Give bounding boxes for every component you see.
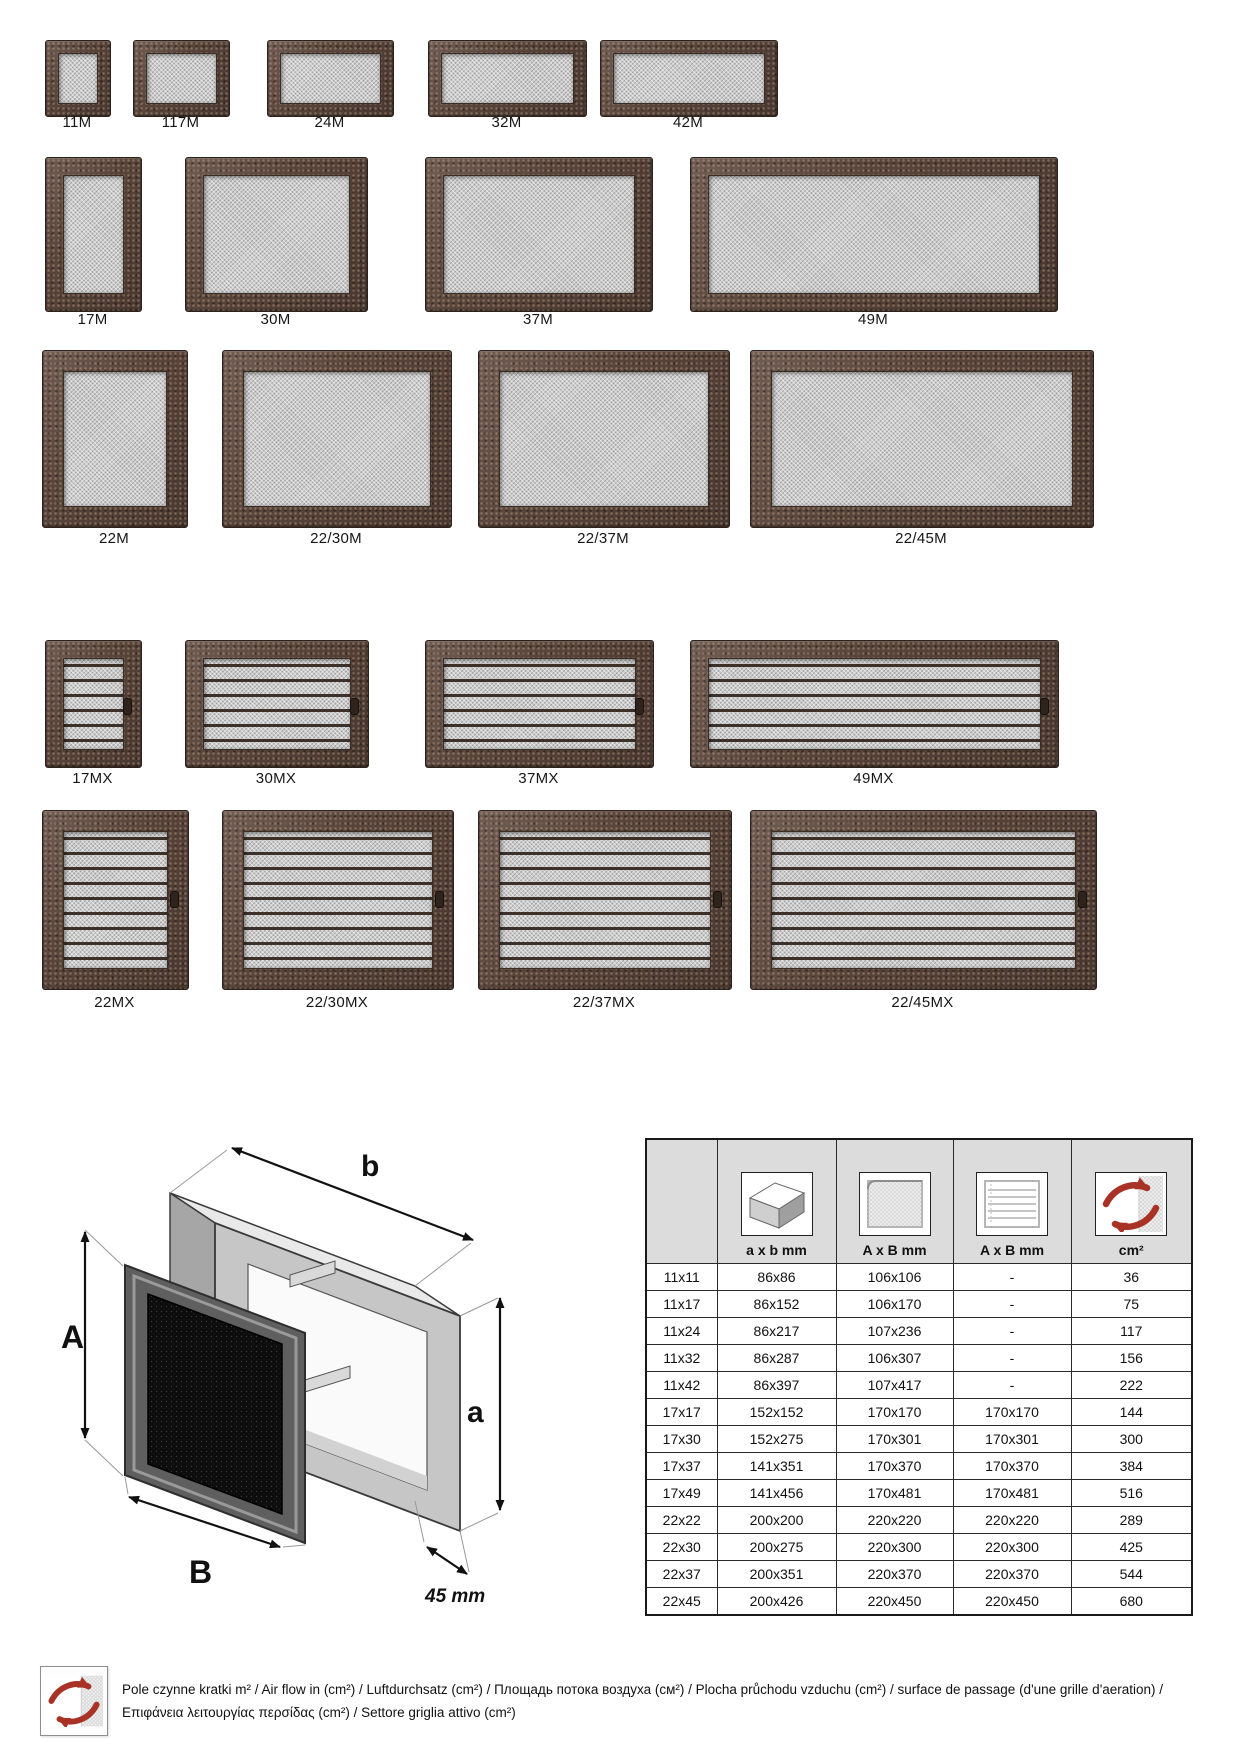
grille-37m	[425, 157, 653, 312]
grille-label-49m: 49M	[857, 311, 889, 328]
grille-11m	[45, 40, 111, 117]
louver-screen	[63, 658, 124, 750]
grille-22mx	[42, 810, 189, 990]
mesh-screen	[243, 371, 431, 507]
duct-3d-icon	[741, 1172, 813, 1236]
cell: 22x37	[646, 1561, 717, 1588]
grille-label-22-30m: 22/30M	[310, 530, 362, 547]
mesh-screen	[58, 53, 98, 104]
cell: 220x220	[953, 1507, 1071, 1534]
grille-24m	[267, 40, 394, 117]
cell: 200x200	[717, 1507, 836, 1534]
cell: 11x24	[646, 1318, 717, 1345]
cell: 17x30	[646, 1426, 717, 1453]
grille-32m	[428, 40, 587, 117]
cell: 680	[1071, 1588, 1192, 1616]
legend-line-2: Επιφάνεια λειτουργίας περσίδας (cm²) / Settore griglia attivo (cm²)	[122, 1705, 516, 1720]
dim-arrow-depth	[427, 1547, 467, 1574]
grille-22-37mx	[478, 810, 732, 990]
louver-handle	[713, 891, 722, 908]
cell: 86x152	[717, 1291, 836, 1318]
table-row	[646, 1507, 1192, 1534]
louver-screen	[708, 658, 1041, 750]
table-row	[646, 1561, 1192, 1588]
spec-header-label: A x B mm	[862, 1242, 927, 1258]
table-row	[646, 1345, 1192, 1372]
cell: 141x351	[717, 1453, 836, 1480]
mesh-screen	[63, 371, 167, 507]
table-row	[646, 1480, 1192, 1507]
spec-header-louver	[953, 1139, 1071, 1264]
grille-label-30mx: 30MX	[255, 770, 297, 787]
cell: 86x397	[717, 1372, 836, 1399]
grille-label-22-37m: 22/37M	[577, 530, 629, 547]
cell: 17x17	[646, 1399, 717, 1426]
dim-label-b: b	[361, 1150, 380, 1183]
cell: -	[953, 1264, 1071, 1291]
cell: 425	[1071, 1534, 1192, 1561]
table-row	[646, 1291, 1192, 1318]
cell: 17x37	[646, 1453, 717, 1480]
grille-label-117m: 117M	[161, 114, 200, 131]
mesh-screen	[443, 175, 635, 294]
spec-header-label: a x b mm	[746, 1242, 807, 1258]
grille-label-49mx: 49MX	[853, 770, 894, 787]
cell: 141x456	[717, 1480, 836, 1507]
spec-table	[645, 1138, 1193, 1616]
legend-line-1: Pole czynne kratki m² / Air flow in (cm²) / Luftdurchsatz (cm²) / Площадь потока воздуха (см²) / Plocha průchodu vzduchu (cm²) / surface de passage (d'une grille d'aeration) /	[122, 1682, 1164, 1697]
spec-header-area	[1071, 1139, 1192, 1264]
grille-17mx	[45, 640, 142, 768]
louver-handle	[435, 891, 444, 908]
louver-handle	[635, 698, 644, 715]
grille-label-22mx: 22MX	[94, 994, 135, 1011]
louver-handle	[350, 698, 359, 715]
table-row	[646, 1588, 1192, 1616]
cell: 156	[1071, 1345, 1192, 1372]
cell: -	[953, 1318, 1071, 1345]
cell: 117	[1071, 1318, 1192, 1345]
grille-22-37m	[478, 350, 730, 528]
mesh-screen	[280, 53, 381, 104]
cell: 516	[1071, 1480, 1192, 1507]
spec-header-duct	[717, 1139, 836, 1264]
grille-label-17mx: 17MX	[72, 770, 113, 787]
mesh-grille-icon	[859, 1172, 931, 1236]
spec-header-label: cm²	[1118, 1242, 1144, 1258]
cell: 200x275	[717, 1534, 836, 1561]
cell: 106x170	[836, 1291, 953, 1318]
louvered-grille-icon	[976, 1172, 1048, 1236]
table-row	[646, 1372, 1192, 1399]
dim-label-A: A	[61, 1319, 85, 1355]
grille-label-42m: 42M	[672, 114, 704, 131]
dim-label-B: B	[189, 1554, 213, 1590]
cell: 22x30	[646, 1534, 717, 1561]
spec-header-mesh	[836, 1139, 953, 1264]
louver-handle	[1040, 698, 1049, 715]
grille-label-17m: 17M	[77, 311, 108, 328]
cell: 200x426	[717, 1588, 836, 1616]
table-row	[646, 1318, 1192, 1345]
table-row	[646, 1453, 1192, 1480]
mesh-screen	[146, 53, 217, 104]
cell: 300	[1071, 1426, 1192, 1453]
mesh-screen	[708, 175, 1040, 294]
grille-42m	[600, 40, 778, 117]
cell: 170x170	[836, 1399, 953, 1426]
louver-screen	[771, 831, 1076, 969]
table-row	[646, 1264, 1192, 1291]
airflow-icon	[1095, 1172, 1167, 1236]
cell: 170x170	[953, 1399, 1071, 1426]
grille-label-22-37mx: 22/37MX	[572, 994, 636, 1011]
grille-37mx	[425, 640, 654, 768]
grille-22m	[42, 350, 188, 528]
airflow-icon	[45, 1675, 103, 1727]
cell: 17x49	[646, 1480, 717, 1507]
cell: -	[953, 1345, 1071, 1372]
mesh-screen	[613, 53, 765, 104]
louver-screen	[443, 658, 636, 750]
cell: 106x106	[836, 1264, 953, 1291]
grille-22-45mx	[750, 810, 1097, 990]
dim-label-a: a	[467, 1396, 484, 1429]
airflow-legend-text	[122, 1678, 1217, 1724]
cell: 86x217	[717, 1318, 836, 1345]
grille-label-11m: 11M	[62, 114, 92, 131]
grille-30mx	[185, 640, 369, 768]
cell: 220x300	[953, 1534, 1071, 1561]
dim-label-depth: 45 mm	[425, 1586, 486, 1607]
cell: 152x152	[717, 1399, 836, 1426]
cell: 86x86	[717, 1264, 836, 1291]
cell: 170x301	[953, 1426, 1071, 1453]
cell: 36	[1071, 1264, 1192, 1291]
mesh-screen	[771, 371, 1073, 507]
cell: 144	[1071, 1399, 1192, 1426]
grille-label-37m: 37M	[522, 311, 554, 328]
grille-label-32m: 32M	[491, 114, 522, 131]
cell: 170x370	[836, 1453, 953, 1480]
cell: -	[953, 1372, 1071, 1399]
cell: 11x42	[646, 1372, 717, 1399]
grille-117m	[133, 40, 230, 117]
louver-screen	[499, 831, 711, 969]
cell: 75	[1071, 1291, 1192, 1318]
cell: 384	[1071, 1453, 1192, 1480]
cell: 220x370	[953, 1561, 1071, 1588]
table-row	[646, 1399, 1192, 1426]
cell: 11x17	[646, 1291, 717, 1318]
grille-label-22-45m: 22/45M	[895, 530, 947, 547]
cell: 107x417	[836, 1372, 953, 1399]
installation-diagram	[55, 1080, 585, 1640]
table-row	[646, 1534, 1192, 1561]
cell: 220x450	[953, 1588, 1071, 1616]
dim-arrow-b	[232, 1148, 473, 1240]
spec-header-empty	[646, 1139, 717, 1264]
grille-label-24m: 24M	[314, 114, 345, 131]
louver-handle	[1078, 891, 1087, 908]
grille-22-45m	[750, 350, 1094, 528]
cell: 152x275	[717, 1426, 836, 1453]
grille-label-30m: 30M	[260, 311, 291, 328]
cell: 220x300	[836, 1534, 953, 1561]
cell: 107x236	[836, 1318, 953, 1345]
louver-handle	[170, 891, 179, 908]
airflow-legend-box	[40, 1666, 108, 1736]
cell: -	[953, 1291, 1071, 1318]
louver-screen	[243, 831, 433, 969]
louver-screen	[63, 831, 168, 969]
cell: 222	[1071, 1372, 1192, 1399]
grille-49mx	[690, 640, 1059, 768]
mesh-screen	[441, 53, 574, 104]
cell: 170x481	[953, 1480, 1071, 1507]
cell: 170x481	[836, 1480, 953, 1507]
cell: 11x32	[646, 1345, 717, 1372]
mesh-screen	[63, 175, 124, 294]
grille-label-22m: 22M	[98, 530, 130, 547]
cell: 106x307	[836, 1345, 953, 1372]
louver-screen	[203, 658, 351, 750]
cell: 220x450	[836, 1588, 953, 1616]
grille-17m	[45, 157, 142, 312]
cell: 220x220	[836, 1507, 953, 1534]
cell: 220x370	[836, 1561, 953, 1588]
grille-label-37mx: 37MX	[518, 770, 559, 787]
cell: 200x351	[717, 1561, 836, 1588]
spec-header-row	[646, 1139, 1192, 1264]
grille-label-22-45mx: 22/45MX	[891, 994, 954, 1011]
cell: 170x370	[953, 1453, 1071, 1480]
cell: 22x45	[646, 1588, 717, 1616]
cell: 289	[1071, 1507, 1192, 1534]
grille-22-30m	[222, 350, 452, 528]
grille-label-22-30mx: 22/30MX	[305, 994, 369, 1011]
cell: 11x11	[646, 1264, 717, 1291]
cell: 544	[1071, 1561, 1192, 1588]
cell: 86x287	[717, 1345, 836, 1372]
spec-header-label: A x B mm	[979, 1242, 1045, 1258]
louver-handle	[123, 698, 132, 715]
mesh-screen	[499, 371, 709, 507]
cell: 22x22	[646, 1507, 717, 1534]
grille-22-30mx	[222, 810, 454, 990]
grille-30m	[185, 157, 368, 312]
grille-49m	[690, 157, 1058, 312]
table-row	[646, 1426, 1192, 1453]
mesh-screen	[203, 175, 350, 294]
cell: 170x301	[836, 1426, 953, 1453]
